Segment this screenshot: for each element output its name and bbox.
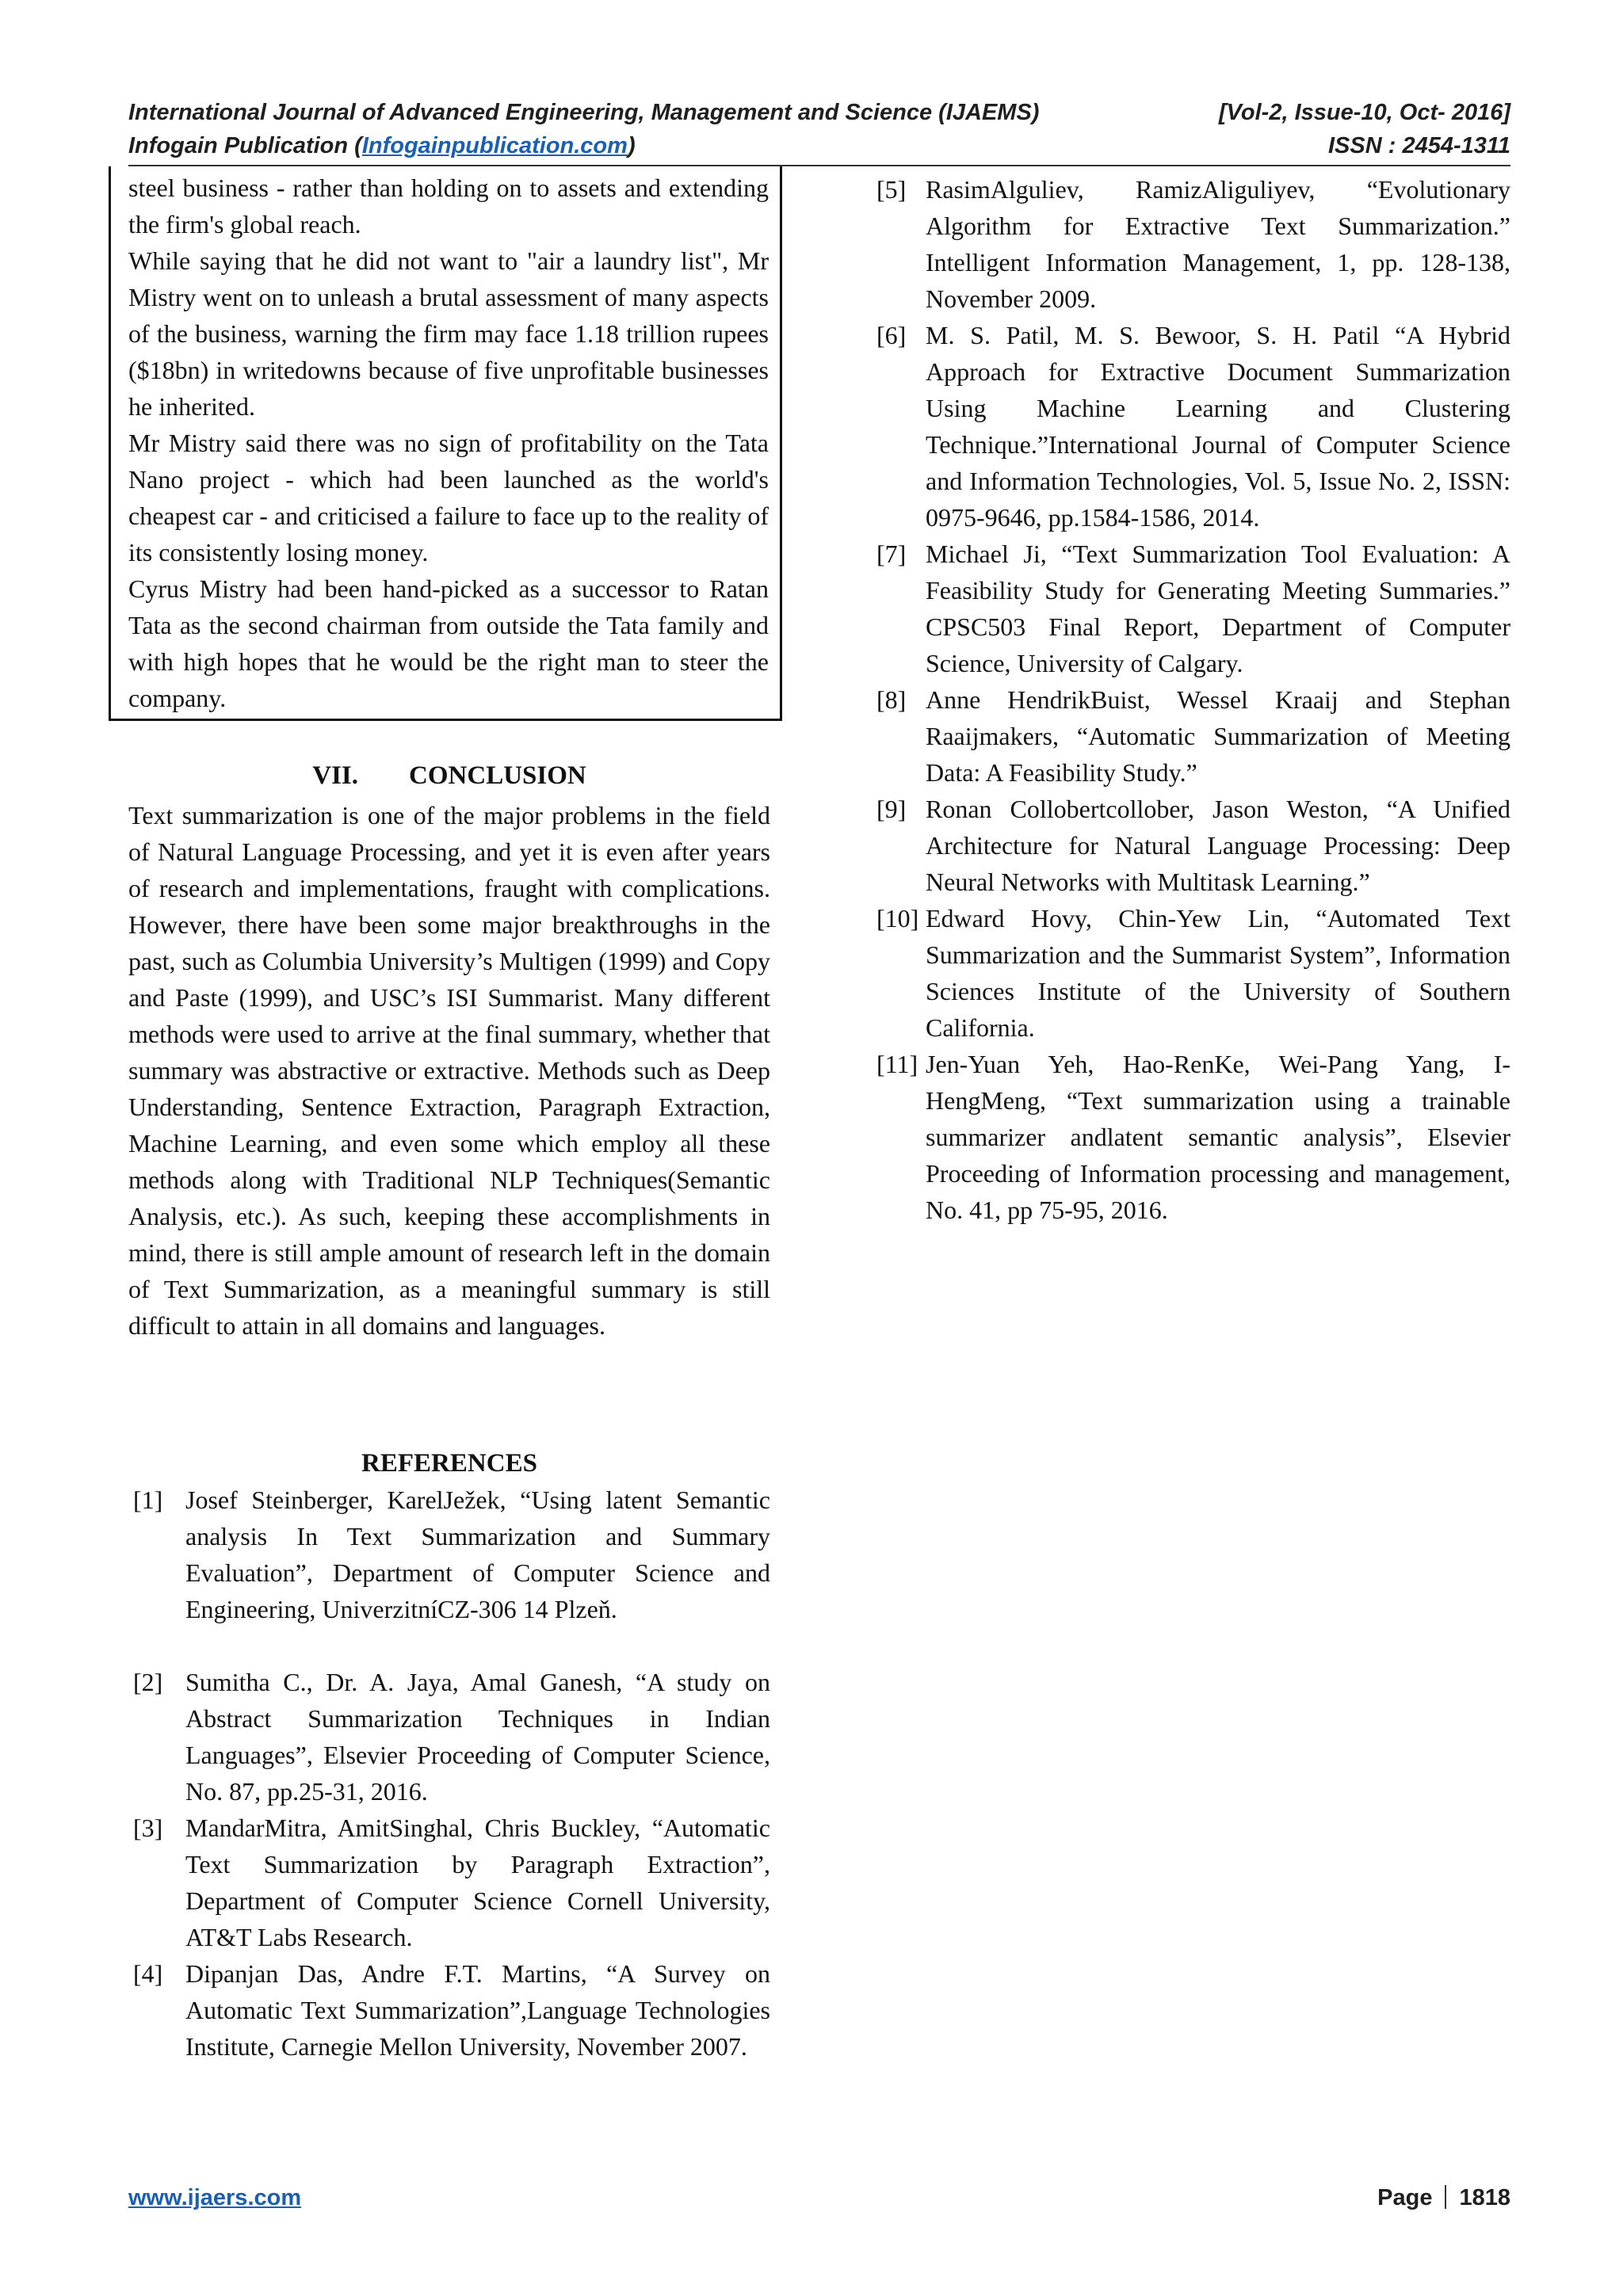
issn: ISSN : 2454-1311 [1328, 133, 1510, 158]
reference-item [133, 1955, 770, 2065]
volume-issue: [Vol-2, Issue-10, Oct- 2016] [1218, 100, 1510, 125]
page-label: Page [1377, 2185, 1433, 2210]
reference-item [876, 1046, 1510, 1228]
publisher-suffix: ) [627, 133, 636, 158]
reference-text: MandarMitra, AmitSinghal, Chris Buckley, “Automatic Text Summarization by Paragraph Extraction”, Department of Computer Science Cornell University, AT&T Labs Research. [185, 1814, 770, 1951]
text-box [128, 170, 769, 716]
publisher-line [128, 132, 1510, 160]
box-paragraph-3: Mr Mistry said there was no sign of profitability on the Tata Nano project - which had been launched as the world's cheapest car - and criticised a failure to face up to the reality of its consistently losing money. [128, 429, 769, 566]
page-separator [1445, 2185, 1446, 2209]
reference-text: Sumitha C., Dr. A. Jaya, Amal Ganesh, “A study on Abstract Summarization Techniques in Indian Languages”, Elsevier Proceeding of Computer Science, No. 87, pp.25-31, 2016. [185, 1668, 770, 1806]
footer-website-link[interactable]: www.ijaers.com [128, 2185, 302, 2210]
reference-item [876, 171, 1510, 317]
reference-text: Dipanjan Das, Andre F.T. Martins, “A Survey on Automatic Text Summarization”,Language Technologies Institute, Carnegie Mellon University, November 2007. [185, 1959, 770, 2061]
reference-number: [3] [133, 1814, 163, 1842]
references-heading: REFERENCES [361, 1449, 537, 1478]
reference-number: [11] [876, 1050, 918, 1078]
journal-title: International Journal of Advanced Engineering, Management and Science (IJAEMS) [128, 100, 1040, 125]
reference-item [133, 1482, 770, 1627]
publisher-link[interactable]: Infogainpublication.com [361, 133, 628, 158]
reference-text: Josef Steinberger, KarelJežek, “Using latent Semantic analysis In Text Summarization and Summary Evaluation”, Department of Computer Science and Engineering, UniverzitníCZ-306 14 Plzeň. [185, 1486, 770, 1623]
reference-item [876, 791, 1510, 900]
page-value: 1818 [1459, 2185, 1510, 2210]
reference-number: [8] [876, 685, 907, 714]
reference-number: [10] [876, 904, 919, 933]
reference-text: Jen-Yuan Yeh, Hao-RenKe, Wei-Pang Yang, I-HengMeng, “Text summarization using a trainable summarizer andlatent semantic analysis”, Elsevier Proceeding of Information processing and management, No. 41, pp 75-95, 2016. [926, 1050, 1510, 1224]
section-title: CONCLUSION [409, 761, 586, 790]
reference-text: Ronan Collobertcollober, Jason Weston, “A Unified Architecture for Natural Language Processing: Deep Neural Networks with Multitask Learning.” [926, 795, 1510, 896]
running-header [128, 98, 1510, 127]
reference-number: [1] [133, 1486, 163, 1514]
box-paragraph-4: Cyrus Mistry had been hand-picked as a successor to Ratan Tata as the second chairman from outside the Tata family and with high hopes that he would be the right man to steer the company. [128, 574, 769, 712]
publisher-prefix: Infogain Publication ( [128, 133, 362, 158]
conclusion-heading [128, 757, 770, 794]
reference-text: M. S. Patil, M. S. Bewoor, S. H. Patil “A Hybrid Approach for Extractive Document Summarization Using Machine Learning and Clustering Technique.”International Journal of Computer Science and Information Technologies, Vol. 5, Issue No. 2, ISSN: 0975-9646, pp.1584-1586, 2014. [926, 321, 1510, 532]
box-paragraph-2: While saying that he did not want to "air a laundry list", Mr Mistry went on to unleash a brutal assessment of many aspects of the business, warning the firm may face 1.18 trillion rupees ($18bn) in writedowns because of five unprofitable businesses he inherited. [128, 246, 769, 421]
section-number: VII. [312, 761, 359, 790]
reference-number: [5] [876, 175, 907, 204]
reference-number: [7] [876, 540, 907, 568]
reference-text: Anne HendrikBuist, Wessel Kraaij and Stephan Raaijmakers, “Automatic Summarization of Meeting Data: A Feasibility Study.” [926, 685, 1510, 787]
reference-text: Michael Ji, “Text Summarization Tool Evaluation: A Feasibility Study for Generating Meeting Summaries.” CPSC503 Final Report, Department of Computer Science, University of Calgary. [926, 540, 1510, 677]
conclusion-paragraph: Text summarization is one of the major problems in the field of Natural Language Processing, and yet it is even after years of research and implementations, fraught with complications. However, there have been some major breakthroughs in the past, such as Columbia University’s Multigen (1999) and Copy and Paste (1999), and USC’s ISI Summarist. Many different methods were used to arrive at the final summary, whether that summary was abstractive or extractive. Methods such as Deep Understanding, Sentence Extraction, Paragraph Extraction, Machine Learning, and even some which employ all these methods along with Traditional NLP Techniques(Semantic Analysis, etc.). As such, keeping these accomplishments in mind, there is still ample amount of research left in the domain of Text Summarization, as a meaningful summary is still difficult to attain in all domains and languages. [128, 801, 770, 1340]
reference-text: RasimAlguliev, RamizAliguliyev, “Evolutionary Algorithm for Extractive Text Summarization.” Intelligent Information Management, 1, pp. 128-138, November 2009. [926, 175, 1510, 313]
reference-item [876, 536, 1510, 681]
reference-item [876, 317, 1510, 536]
reference-item [133, 1810, 770, 1955]
reference-text: Edward Hovy, Chin-Yew Lin, “Automated Text Summarization and the Summarist System”, Information Sciences Institute of the University of Southern California. [926, 904, 1510, 1042]
reference-number: [9] [876, 795, 907, 823]
box-paragraph-1: steel business - rather than holding on to assets and extending the firm's global reach. [128, 174, 769, 238]
page-number [1377, 2183, 1510, 2212]
reference-item [876, 681, 1510, 791]
reference-number: [2] [133, 1668, 163, 1696]
reference-number: [4] [133, 1959, 163, 1988]
reference-item [133, 1664, 770, 1810]
reference-number: [6] [876, 321, 907, 349]
reference-item [876, 900, 1510, 1046]
